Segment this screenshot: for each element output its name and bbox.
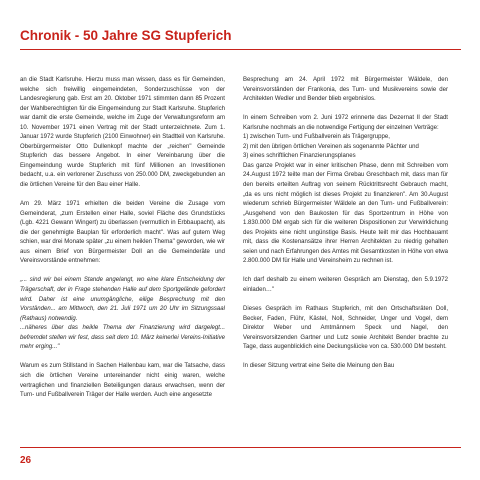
quoted-letter: „... sind wir bei einem Stande angelangt, wo eine klare Entscheidung der Trägerschaft, der in Frage stehenden Halle auf dem Sportgelände gefordert wird. Daher ist eine unumgängliche, eilige Besprechung mit den Vorständen... am Mittwoch, den 21. Juli 1971 um 20 Uhr im Sitzungssaal (Rathaus) notwendig. (20, 277, 225, 322)
paragraph: In dieser Sitzung vertrat eine Seite die Meinung den Bau (243, 363, 395, 370)
page-number: 26 (20, 455, 32, 466)
paragraph: Dieses Gespräch im Rathaus Stupferich, mit den Ortschaftsräten Doll, Becker, Faden, Flühr, Kästel, Noll, Schneider, Unger und Vogel, dem Direktor Weber und Amtmännern Speck und Nagel, den Vereinsvorsitzenden Gartner und Lutz sowie Architekt Bender brachte zu Tage, dass augenblicklich eine Deckungslücke von ca. 530.000 DM besteht. (243, 306, 448, 351)
right-column (243, 76, 448, 372)
paragraph: an die Stadt Karlsruhe. Hierzu muss man wissen, dass es für Gemeinden, welche sich freiwillig eingemeindeten, Sonderzuschüsse von der Landesregierung gab. Erst am 20. Oktober 1971 stimmten dann 85 Prozent der Wahlberechtigten für die Eingemeindung zur Stadt Karlsruhe. Stupferich war damit die erste Gemeinde, welche im Zuge der Verwaltungsreform am 10. November 1971 einen Vertrag mit der Stadt unterzeichnete. Zum 1. Januar 1972 wurde Stupferich (2100 Einwohner) ein Stadtteil von Karlsruhe. Oberbürgermeister Otto Dullenkopf machte der „reichen" Gemeinde Stupferich das bessere Angebot. In einer Vereinbarung über die Eingemeindung wurde Stupferich mit fünf Millionen an Investitionen bedacht, u.a. ein verlorener Zuschuss von 250.000 DM, zweckgebunden an die örtlichen Vereine für den Bau einer Halle. (20, 77, 225, 189)
list-item: 2) mit den übrigen örtlichen Vereinen als sogenannte Pächter und (243, 143, 419, 150)
left-column (20, 76, 225, 401)
list-item: 3) eines schriftlichen Finanzierungsplanes (243, 153, 356, 160)
paragraph: Warum es zum Stillstand in Sachen Hallenbau kam, war die Tatsache, dass sich die örtlichen Vereine untereinander nicht einig waren, welche vertraglichen und finanziellen Beteiligungen daraus erwachsen, wenn der Turn- und Fußballverein Träger der Halle werden. Auch eine angesetzte (20, 363, 225, 399)
list-item: 1) zwischen Turn- und Fußballverein als Trägergruppe, (243, 134, 390, 141)
paragraph: Ich darf deshalb zu einem weiteren Gespräch am Dienstag, den 5.9.1972 einladen…" (243, 277, 448, 294)
title-divider (20, 49, 461, 50)
paragraph: In einem Schreiben vom 2. Juni 1972 erinnerte das Dezernat II der Stadt Karlsruhe nochmals an die notwendige Fertigung der einzelnen Verträge: (243, 115, 448, 131)
footer-divider (20, 447, 461, 448)
paragraph: Das ganze Projekt war in einer kritischen Phase, denn mit Schreiben vom 24.August 1972 teilte man der Firma Grebau Greschbach mit, dass man für den bereits erteilten Auftrag von seinem Rücktrittsrecht Gebrauch macht, „da es uns nicht möglich ist dieses Projekt zu finanzieren". Am 30.August wiederum schrieb Bürgermeister Wäldele an den Turn- und Fußballverein: „Ausgehend von den Baukosten für das Sportzentrum in Höhe von 1.830.000 DM ergab sich für die weiteren Dispositionen zur Verwirklichung des Projekts eine nicht ungünstige Basis. Heute teilt mir das Hochbauamt mit, dass die Kostenansätze ihrer Herren Architekten zu niedrig gehalten seien und nach Erfahrungen des Amtes mit Gesamtkosten in Höhe von etwa 2.800.000 DM für Halle und Vereinsheim zu rechnen ist. (243, 162, 448, 265)
paragraph: Besprechung am 24. April 1972 mit Bürgermeister Wäldele, den Vereinsvorständen der Frankonia, des Turn- und Musikvereins sowie der Architekten Wedler und Bender blieb ergebnislos. (243, 77, 448, 103)
paragraph: Am 29. März 1971 erhielten die beiden Vereine die Zusage vom Gemeinderat, „zum Erstellen einer Halle, soviel Fläche des Grundstücks (Lgb. 4221 Gewann Wingert) zu überlassen (vermutlich in Erbbaupacht), als die der genehmigte Bauplan für erforderlich macht". Was auf gutem Weg schien, war drei Monate später „zu einem heiklen Thema" geworden, wie wir aus einem Brief von Bürgermeister Doll an die Gemeinderäte und Vereinsvorstände entnehmen: (20, 201, 225, 265)
page-title: Chronik - 50 Jahre SG Stupferich (20, 28, 232, 43)
contract-list (243, 133, 448, 162)
quoted-letter: ...näheres über das heikle Thema der Finanzierung wird dargelegt... befremdet stellen wir fest, dass seit dem 10. März keinerlei Vereins-Initiative mehr erging..." (20, 325, 225, 351)
